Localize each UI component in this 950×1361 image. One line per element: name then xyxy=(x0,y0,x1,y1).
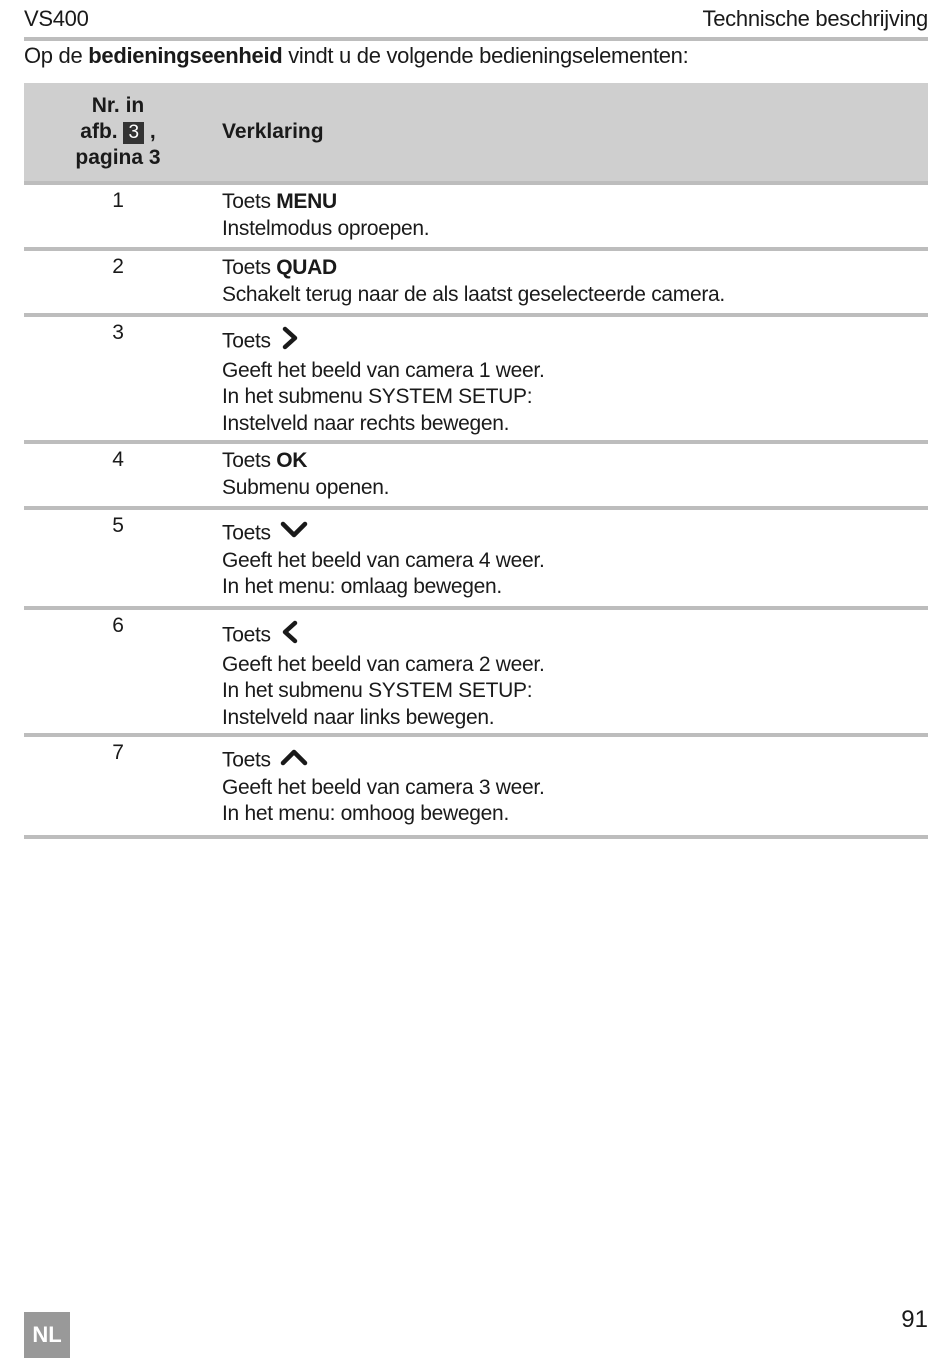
row-explanation xyxy=(212,251,725,313)
explanation-line: In het submenu SYSTEM SETUP: xyxy=(222,385,533,408)
explanation-line: Submenu openen. xyxy=(222,475,390,499)
row-number: 3 xyxy=(112,321,124,344)
key-line xyxy=(222,255,725,282)
column-header-nr xyxy=(24,93,212,171)
row-explanation xyxy=(212,610,545,733)
explanation-line: In het menu: omlaag bewegen. xyxy=(222,575,502,598)
table-body xyxy=(24,185,928,839)
table-header xyxy=(24,83,928,185)
figure-number-badge: 3 xyxy=(123,122,144,144)
row-explanation xyxy=(212,444,389,506)
row-number: 2 xyxy=(112,255,124,278)
explanation-line: Instelmodus oproepen. xyxy=(222,216,430,240)
key-line xyxy=(222,747,545,775)
key-line xyxy=(222,448,389,475)
row-explanation xyxy=(212,185,429,247)
chevron-right-icon xyxy=(280,326,300,358)
intro-text xyxy=(24,43,688,69)
table-row xyxy=(24,737,928,839)
explanation-line: Instelveld naar rechts bewegen. xyxy=(222,411,510,435)
row-explanation xyxy=(212,317,545,440)
chevron-up-icon xyxy=(280,747,308,775)
explanation-line: In het menu: omhoog bewegen. xyxy=(222,802,509,825)
header-section-title: Technische beschrijving xyxy=(702,6,928,31)
column-header-nr-afb: afb. xyxy=(80,120,124,143)
column-header-explanation: Verklaring xyxy=(222,120,324,143)
row-number: 6 xyxy=(112,614,124,637)
key-name: QUAD xyxy=(276,256,337,279)
key-line xyxy=(222,620,545,652)
explanation-line: Geeft het beeld van camera 2 weer. xyxy=(222,652,545,676)
row-explanation xyxy=(212,510,545,606)
explanation-line: Geeft het beeld van camera 4 weer. xyxy=(222,548,545,572)
intro-bold: bedieningseenheid xyxy=(88,43,283,68)
key-prefix: Toets xyxy=(222,256,277,279)
table-row xyxy=(24,317,928,444)
row-number: 4 xyxy=(112,448,124,471)
key-prefix: Toets xyxy=(222,521,277,545)
table-row xyxy=(24,251,928,317)
key-prefix: Toets xyxy=(222,748,277,772)
table-row xyxy=(24,444,928,510)
intro-suffix: vindt u de volgende bedieningselementen: xyxy=(282,43,689,68)
chevron-down-icon xyxy=(280,520,308,548)
key-prefix: Toets xyxy=(222,449,277,472)
table-row xyxy=(24,510,928,610)
page-number: 91 xyxy=(901,1306,928,1333)
table-row xyxy=(24,610,928,737)
key-line xyxy=(222,520,545,548)
key-line xyxy=(222,189,429,216)
explanation-line: Schakelt terug naar de als laatst geselecteerde camera. xyxy=(222,282,725,306)
key-line xyxy=(222,326,545,358)
row-explanation xyxy=(212,737,545,835)
language-tab: NL xyxy=(24,1312,70,1358)
key-name: MENU xyxy=(276,190,337,213)
key-name: OK xyxy=(276,449,308,472)
key-prefix: Toets xyxy=(222,623,277,647)
table-row xyxy=(24,185,928,251)
explanation-line: Geeft het beeld van camera 1 weer. xyxy=(222,358,545,382)
header-divider xyxy=(24,37,928,41)
controls-table xyxy=(24,83,928,839)
row-number: 1 xyxy=(112,189,124,212)
explanation-line: In het submenu SYSTEM SETUP: xyxy=(222,679,533,702)
column-header-nr-line2 xyxy=(24,119,212,145)
explanation-line: Geeft het beeld van camera 3 weer. xyxy=(222,775,545,799)
column-header-nr-line1: Nr. in xyxy=(91,94,145,117)
key-prefix: Toets xyxy=(222,190,277,213)
header-model: VS400 xyxy=(24,6,89,31)
column-header-nr-line3: pagina 3 xyxy=(75,146,161,169)
row-number: 7 xyxy=(112,741,124,764)
explanation-line: Instelveld naar links bewegen. xyxy=(222,705,495,729)
row-number: 5 xyxy=(112,514,124,537)
key-prefix: Toets xyxy=(222,329,277,353)
chevron-left-icon xyxy=(280,620,300,652)
column-header-nr-comma: , xyxy=(144,120,156,143)
intro-prefix: Op de xyxy=(24,43,89,68)
